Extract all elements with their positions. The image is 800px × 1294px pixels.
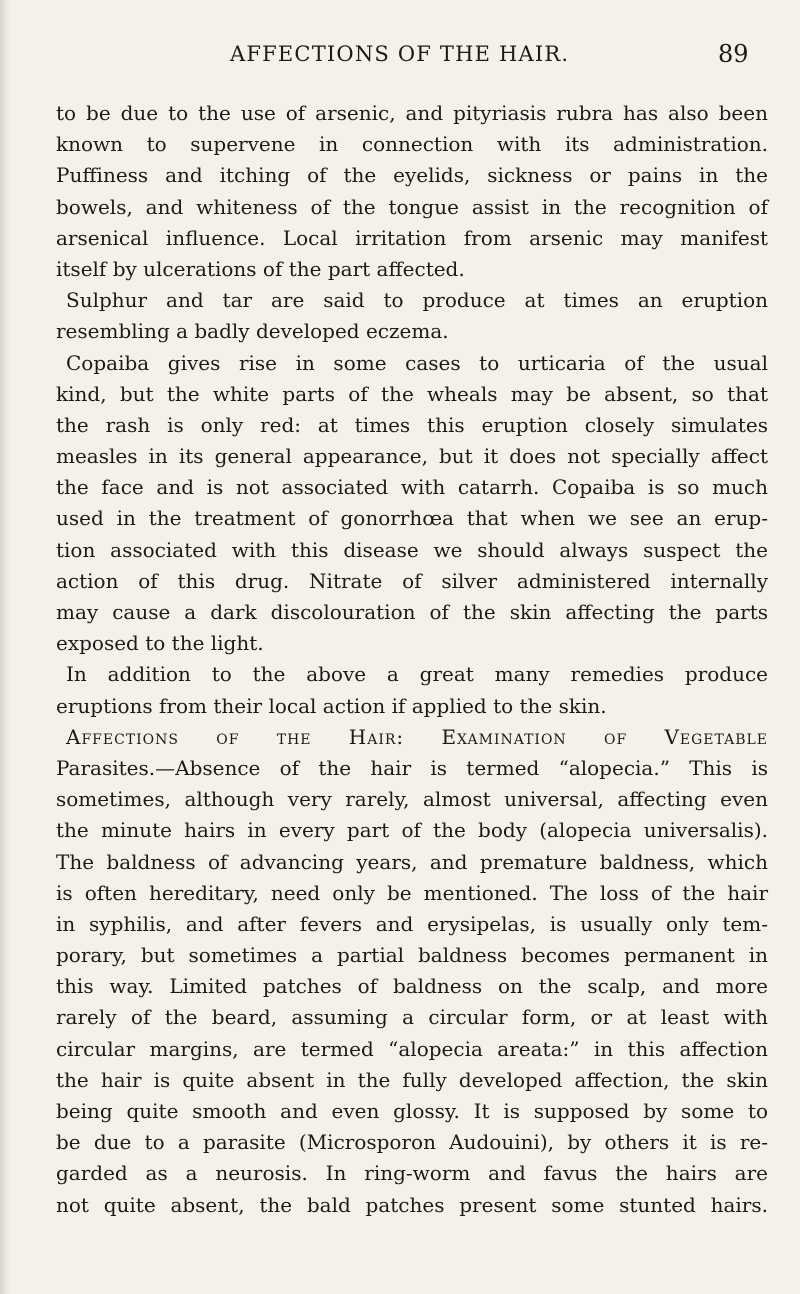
text-line: eruptions from their local action if applied to the skin.: [56, 693, 607, 718]
text-line: this way. Limited patches of baldness on the scalp, and more: [56, 974, 768, 999]
text-line: the face and is not associated with catarrh. Copaiba is so much: [56, 475, 768, 500]
text-line: Puffiness and itching of the eyelids, sickness or pains in the: [56, 163, 768, 188]
text-line: sometimes, although very rarely, almost universal, affecting even: [56, 787, 768, 812]
text-line: measles in its general appearance, but it does not specially affect: [56, 444, 768, 469]
text-line: to be due to the use of arsenic, and pityriasis rubra has also been: [56, 101, 768, 125]
text-line: In addition to the above a great many remedies produce: [66, 662, 768, 687]
text-line: be due to a parasite (Microsporon Audouini), by others it is re-: [56, 1130, 768, 1155]
text-line: bowels, and whiteness of the tongue assist in the recognition of: [56, 194, 768, 219]
page-number: 89: [718, 40, 749, 68]
text-line: porary, but sometimes a partial baldness becomes permanent in: [56, 943, 768, 968]
text-line: Sulphur and tar are said to produce at times an eruption: [66, 288, 768, 313]
text-line: is often hereditary, need only be mentioned. The loss of the hair: [56, 880, 768, 905]
section-heading-line: Affections of the Hair: Examination of Vegetable: [66, 724, 768, 749]
text-line: the hair is quite absent in the fully developed affection, the skin: [56, 1067, 768, 1092]
page-gutter-shadow: [0, 0, 10, 1294]
text-line: The baldness of advancing years, and premature baldness, which: [56, 849, 768, 874]
text-line: in syphilis, and after fevers and erysipelas, is usually only tem-: [56, 911, 768, 936]
text-line: Parasites.—Absence of the hair is termed “alopecia.” This is: [56, 755, 768, 780]
body-text: [56, 98, 768, 1221]
text-line: may cause a dark discolouration of the skin affecting the parts: [56, 600, 768, 624]
text-line: kind, but the white parts of the wheals may be absent, so that: [56, 381, 768, 406]
text-line: known to supervene in connection with its administration.: [56, 132, 768, 157]
text-line: circular margins, are termed “alopecia areata:” in this affection: [56, 1036, 768, 1061]
text-line: Copaiba gives rise in some cases to urticaria of the usual: [66, 350, 768, 375]
running-title: AFFECTIONS OF THE HAIR.: [230, 42, 570, 66]
text-line: tion associated with this disease we should always suspect the: [56, 537, 768, 562]
text-line: being quite smooth and even glossy. It is supposed by some to: [56, 1099, 768, 1123]
text-line: the minute hairs in every part of the body (alopecia universalis).: [56, 818, 768, 843]
text-line: garded as a neurosis. In ring-worm and favus the hairs are: [56, 1161, 768, 1186]
text-line: resembling a badly developed eczema.: [56, 319, 449, 344]
text-line: arsenical influence. Local irritation from arsenic may manifest: [56, 225, 768, 250]
text-line: action of this drug. Nitrate of silver administered internally: [56, 568, 768, 593]
text-line: itself by ulcerations of the part affected.: [56, 256, 465, 281]
text-line: rarely of the beard, assuming a circular form, or at least with: [56, 1005, 768, 1030]
text-line: the rash is only red: at times this eruption closely simulates: [56, 412, 768, 437]
text-line: used in the treatment of gonorrhœa that when we see an erup-: [56, 506, 768, 531]
text-line: not quite absent, the bald patches present some stunted hairs.: [56, 1192, 768, 1217]
text-line: exposed to the light.: [56, 631, 264, 656]
